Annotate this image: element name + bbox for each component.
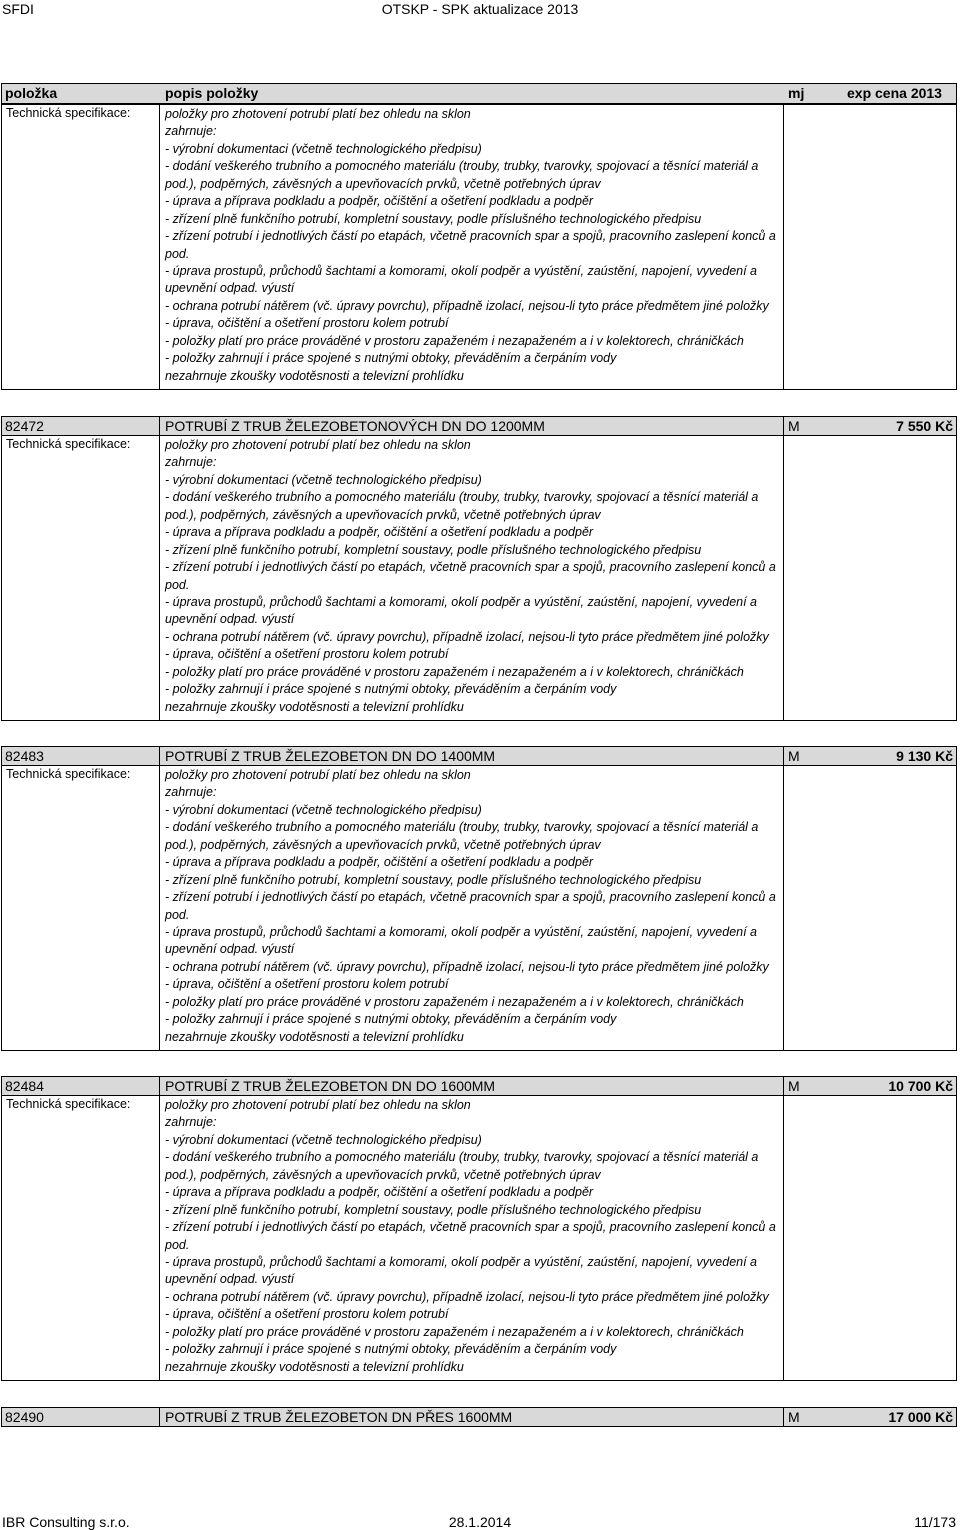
spec-block [1,765,957,1051]
spec-line: - položky zahrnují i práce spojené s nutnými obtoky, převáděním a čerpáním vody [165,351,617,366]
item-unit: M [788,418,800,434]
item-price: 17 000 Kč [888,1409,953,1425]
spec-line: - úprava, očištění a ošetření prostoru kolem potrubí [165,647,449,662]
spec-line: - zřízení potrubí i jednotlivých částí po etapách, včetně pracovních spar a spojů, pracovního zaslepení konců a [165,560,776,575]
table-row-item [1,746,957,766]
spec-label: Technická specifikace: [6,437,131,451]
spec-line: - položky zahrnují i práce spojené s nutnými obtoky, převáděním a čerpáním vody [165,1342,617,1357]
spec-line: - položky platí pro práce prováděné v prostoru zapaženém i nezapaženém a i v kolektorech, chráničkách [165,994,744,1009]
spec-lines [165,767,781,1046]
col-header-unit: mj [788,85,805,101]
item-code: 82472 [5,418,44,434]
item-unit: M [788,1409,800,1425]
spec-block [1,1095,957,1381]
spec-line: nezahrnuje zkoušky vodotěsnosti a televizní prohlídku [165,368,464,383]
footer-company: IBR Consulting s.r.o. [2,1514,130,1530]
spec-lines [165,1097,781,1376]
spec-line: položky pro zhotovení potrubí platí bez ohledu na sklon [165,107,471,121]
spec-line: pod. [165,246,190,261]
spec-line: pod. [165,907,190,922]
spec-line: - dodání veškerého trubního a pomocného materiálu (trouby, trubky, tvarovky, spojovací a těsnící materiál a [165,159,759,174]
spec-line: - úprava a příprava podkladu a podpěr, očištění a ošetření podkladu a podpěr [165,194,594,209]
item-unit: M [788,1078,800,1094]
item-code: 82483 [5,748,44,764]
spec-line: položky pro zhotovení potrubí platí bez ohledu na sklon [165,438,471,452]
spec-line: - zřízení plně funkčního potrubí, kompletní soustavy, podle příslušného technologického předpisu [165,1202,702,1217]
spec-line: - úprava, očištění a ošetření prostoru kolem potrubí [165,1307,449,1322]
table-header-row [1,83,957,104]
spec-line: - dodání veškerého trubního a pomocného materiálu (trouby, trubky, tvarovky, spojovací a těsnící materiál a [165,820,759,835]
spec-line: - zřízení potrubí i jednotlivých částí po etapách, včetně pracovních spar a spojů, pracovního zaslepení konců a [165,1220,776,1235]
item-description: POTRUBÍ Z TRUB ŽELEZOBETON DN DO 1600MM [165,1078,496,1094]
spec-line: - úprava prostupů, průchodů šachtami a komorami, okolí podpěr a vyústění, zaústění, napojení, vyvedení a [165,1254,758,1269]
spec-line: pod.), podpěrných, závěsných a upevňovacích prvků, včetně potřebných úprav [165,176,601,191]
spec-line: - položky zahrnují i práce spojené s nutnými obtoky, převáděním a čerpáním vody [165,682,617,697]
spec-line: - zřízení potrubí i jednotlivých částí po etapách, včetně pracovních spar a spojů, pracovního zaslepení konců a [165,890,776,905]
spec-line: pod. [165,577,190,592]
spec-label: Technická specifikace: [6,106,131,120]
spec-line: zahrnuje: [165,785,217,800]
spec-line: - položky platí pro práce prováděné v prostoru zapaženém i nezapaženém a i v kolektorech, chráničkách [165,333,744,348]
spec-line: upevnění odpad. výustí [165,612,295,627]
spec-block [1,435,957,721]
spec-line: - výrobní dokumentaci (včetně technologického předpisu) [165,802,482,817]
item-unit: M [788,748,800,764]
header-title: OTSKP - SPK aktualizace 2013 [381,1,579,17]
spec-line: - ochrana potrubí nátěrem (vč. úpravy povrchu), případně izolací, nejsou-li tyto práce předmětem jiné položky [165,959,769,974]
spec-line: - výrobní dokumentaci (včetně technologického předpisu) [165,141,482,156]
spec-line: nezahrnuje zkoušky vodotěsnosti a televizní prohlídku [165,1029,464,1044]
item-code: 82484 [5,1078,44,1094]
item-description: POTRUBÍ Z TRUB ŽELEZOBETON DN PŘES 1600MM [165,1409,513,1425]
item-price: 7 550 Kč [896,418,953,434]
table-row-item [1,1407,957,1427]
spec-line: - ochrana potrubí nátěrem (vč. úpravy povrchu), případně izolací, nejsou-li tyto práce předmětem jiné položky [165,1289,769,1304]
footer-date: 28.1.2014 [448,1514,512,1530]
spec-line: upevnění odpad. výustí [165,281,295,296]
spec-line: - úprava a příprava podkladu a podpěr, očištění a ošetření podkladu a podpěr [165,1185,594,1200]
spec-line: pod.), podpěrných, závěsných a upevňovacích prvků, včetně potřebných úprav [165,1167,601,1182]
spec-line: nezahrnuje zkoušky vodotěsnosti a televizní prohlídku [165,699,464,714]
spec-line: - dodání veškerého trubního a pomocného materiálu (trouby, trubky, tvarovky, spojovací a těsnící materiál a [165,1150,759,1165]
spec-line: - úprava prostupů, průchodů šachtami a komorami, okolí podpěr a vyústění, zaústění, napojení, vyvedení a [165,924,758,939]
spec-line: upevnění odpad. výustí [165,1272,295,1287]
spec-label: Technická specifikace: [6,767,131,781]
spec-lines [165,106,781,385]
spec-line: - výrobní dokumentaci (včetně technologického předpisu) [165,1132,482,1147]
spec-line: - úprava, očištění a ošetření prostoru kolem potrubí [165,977,449,992]
spec-line: položky pro zhotovení potrubí platí bez ohledu na sklon [165,1098,471,1112]
spec-label: Technická specifikace: [6,1097,131,1111]
spec-line: - výrobní dokumentaci (včetně technologického předpisu) [165,472,482,487]
spec-line: - položky platí pro práce prováděné v prostoru zapaženém i nezapaženém a i v kolektorech, chráničkách [165,664,744,679]
spec-line: zahrnuje: [165,124,217,139]
spec-line: - zřízení plně funkčního potrubí, kompletní soustavy, podle příslušného technologického předpisu [165,211,702,226]
spec-line: - úprava a příprava podkladu a podpěr, očištění a ošetření podkladu a podpěr [165,855,594,870]
item-description: POTRUBÍ Z TRUB ŽELEZOBETONOVÝCH DN DO 1200MM [165,418,545,434]
footer-page-number: 11/173 [914,1514,956,1530]
spec-line: - ochrana potrubí nátěrem (vč. úpravy povrchu), případně izolací, nejsou-li tyto práce předmětem jiné položky [165,298,769,313]
col-header-item: položka [5,85,58,101]
spec-line: nezahrnuje zkoušky vodotěsnosti a televizní prohlídku [165,1359,464,1374]
item-price: 10 700 Kč [888,1078,953,1094]
item-code: 82490 [5,1409,44,1425]
spec-lines [165,437,781,716]
spec-line: - zřízení potrubí i jednotlivých částí po etapách, včetně pracovních spar a spojů, pracovního zaslepení konců a [165,229,776,244]
spec-line: pod. [165,1237,190,1252]
item-description: POTRUBÍ Z TRUB ŽELEZOBETON DN DO 1400MM [165,748,496,764]
spec-line: - položky platí pro práce prováděné v prostoru zapaženém i nezapaženém a i v kolektorech, chráničkách [165,1324,744,1339]
header-left-text: SFDI [2,1,34,17]
spec-line: upevnění odpad. výustí [165,942,295,957]
spec-line: zahrnuje: [165,1115,217,1130]
col-header-price: exp cena 2013 [847,85,942,101]
spec-line: - úprava, očištění a ošetření prostoru kolem potrubí [165,316,449,331]
spec-line: - zřízení plně funkčního potrubí, kompletní soustavy, podle příslušného technologického předpisu [165,872,702,887]
spec-line: zahrnuje: [165,455,217,470]
spec-line: - úprava prostupů, průchodů šachtami a komorami, okolí podpěr a vyústění, zaústění, napojení, vyvedení a [165,594,758,609]
spec-line: položky pro zhotovení potrubí platí bez ohledu na sklon [165,768,471,782]
spec-line: - úprava a příprava podkladu a podpěr, očištění a ošetření podkladu a podpěr [165,525,594,540]
spec-line: - zřízení plně funkčního potrubí, kompletní soustavy, podle příslušného technologického předpisu [165,542,702,557]
item-price: 9 130 Kč [896,748,953,764]
table-row-item [1,416,957,436]
spec-line: - úprava prostupů, průchodů šachtami a komorami, okolí podpěr a vyústění, zaústění, napojení, vyvedení a [165,263,758,278]
spec-line: - položky zahrnují i práce spojené s nutnými obtoky, převáděním a čerpáním vody [165,1012,617,1027]
spec-block [1,104,957,390]
spec-line: - dodání veškerého trubního a pomocného materiálu (trouby, trubky, tvarovky, spojovací a těsnící materiál a [165,490,759,505]
spec-line: pod.), podpěrných, závěsných a upevňovacích prvků, včetně potřebných úprav [165,837,601,852]
col-header-description: popis položky [165,85,259,101]
spec-line: pod.), podpěrných, závěsných a upevňovacích prvků, včetně potřebných úprav [165,507,601,522]
spec-line: - ochrana potrubí nátěrem (vč. úpravy povrchu), případně izolací, nejsou-li tyto práce předmětem jiné položky [165,629,769,644]
table-row-item [1,1076,957,1096]
